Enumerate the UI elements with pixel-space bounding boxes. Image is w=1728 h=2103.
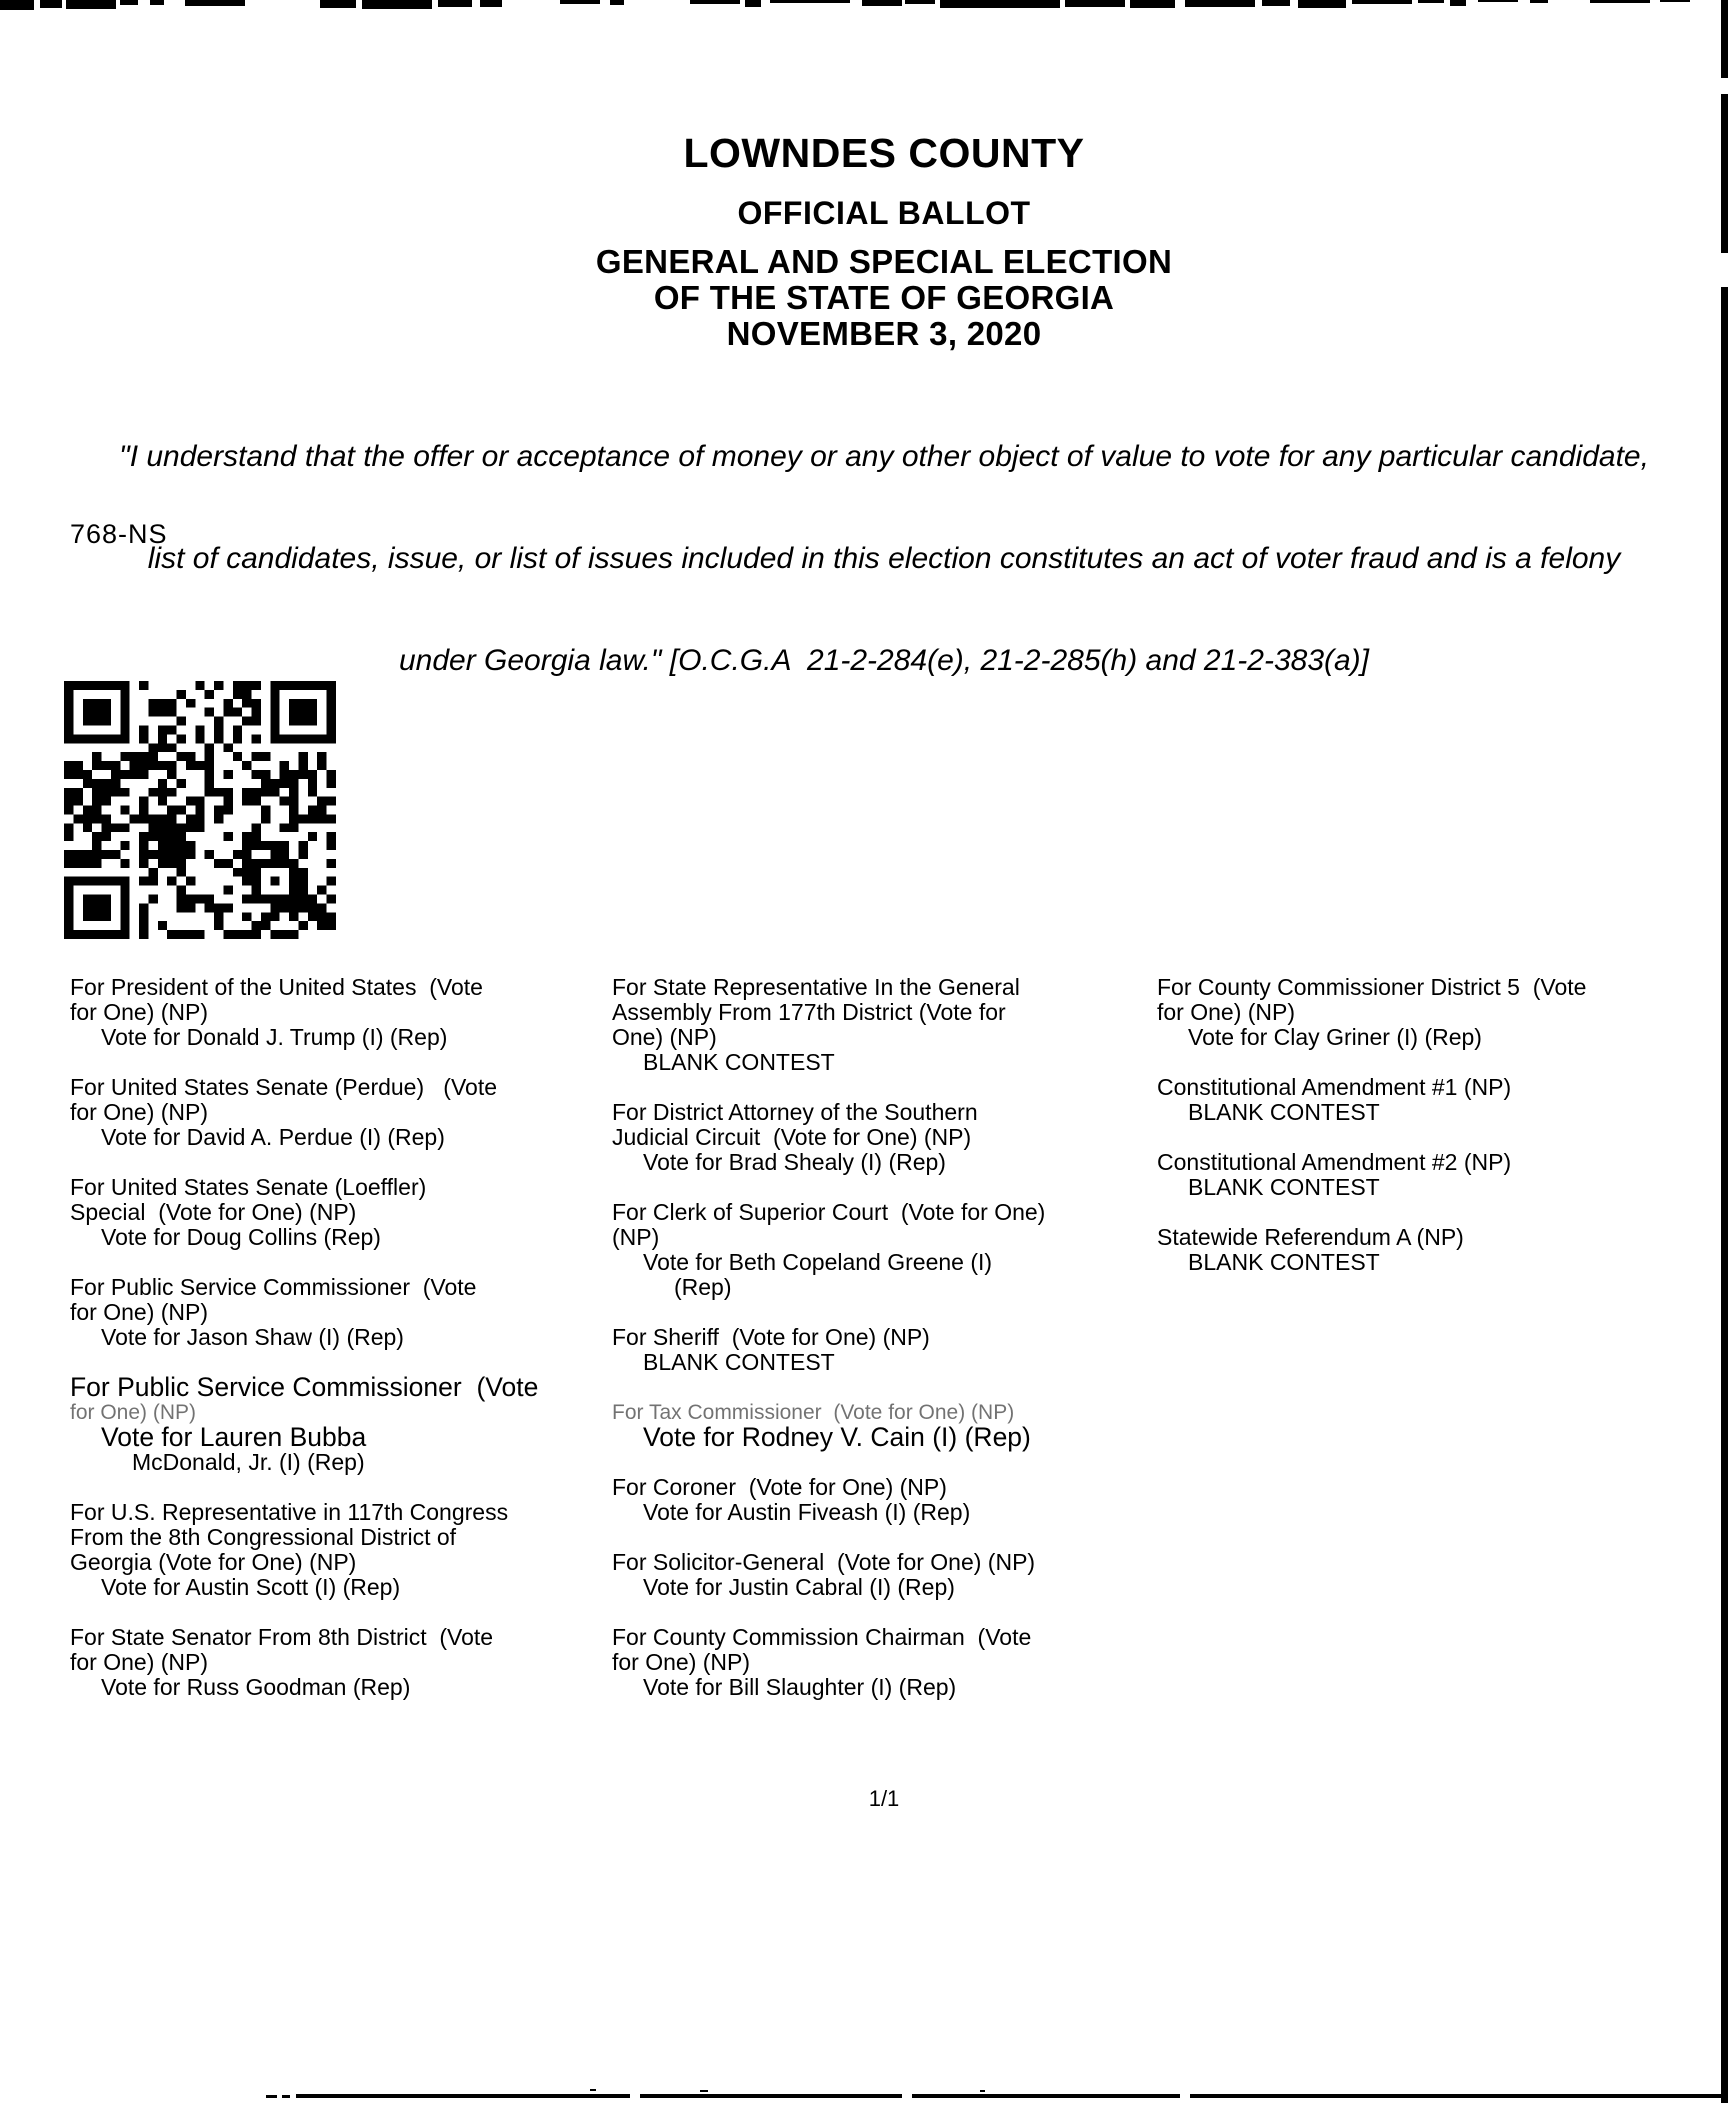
contest <box>70 1500 618 1600</box>
vote-selection: Vote for Justin Cabral (I) (Rep) <box>643 1574 955 1600</box>
contest <box>612 1100 1164 1175</box>
vote-selection: Vote for Jason Shaw (I) (Rep) <box>101 1324 404 1350</box>
contest-title-line: Judicial Circuit (Vote for One) (NP) <box>612 1124 972 1150</box>
county-title: LOWNDES COUNTY <box>683 130 1085 176</box>
blank-contest-label: BLANK CONTEST <box>643 1049 835 1075</box>
scan-artifact-top-segment <box>40 0 62 8</box>
contest-title-line: for One) (NP) <box>70 1099 209 1125</box>
election-line: NOVEMBER 3, 2020 <box>726 315 1042 352</box>
scan-artifact-top-segment <box>0 0 34 10</box>
scan-artifact-bottom-segment <box>266 2095 277 2098</box>
contest-title-line: For County Commission Chairman (Vote <box>612 1624 1032 1650</box>
ballot-column-1 <box>70 975 618 1725</box>
scan-artifact-bottom-segment <box>912 2094 1180 2098</box>
contest-title-line: For Sheriff (Vote for One) (NP) <box>612 1324 930 1350</box>
scan-artifact-top-segment <box>1450 0 1466 6</box>
contest <box>70 1175 618 1250</box>
scan-artifact-top-segment <box>1130 0 1175 8</box>
contest-title-line: for One) (NP) <box>70 1649 209 1675</box>
contest-title-line: For Public Service Commissioner (Vote <box>70 1274 477 1300</box>
vote-selection: Vote for Russ Goodman (Rep) <box>101 1674 411 1700</box>
contest <box>612 975 1164 1075</box>
scan-artifact-top-segment <box>1590 0 1650 3</box>
vote-selection: Vote for Doug Collins (Rep) <box>101 1224 381 1250</box>
contest-title-line: For President of the United States (Vote <box>70 974 483 1000</box>
contest-title-line: For State Representative In the General <box>612 974 1020 1000</box>
vote-selection: (Rep) <box>674 1274 732 1300</box>
fraud-disclaimer-line: list of candidates, issue, or list of issues included in this election constitutes an act of voter fraud and is a felony <box>147 542 1621 575</box>
contest-title-line: For State Senator From 8th District (Vote <box>70 1624 494 1650</box>
contest-title-line: for One) (NP) <box>70 999 209 1025</box>
blank-contest-label: BLANK CONTEST <box>643 1349 835 1375</box>
scan-artifact-top-segment <box>610 0 624 5</box>
contest-title-line: From the 8th Congressional District of <box>70 1524 457 1550</box>
scan-artifact-top-segment <box>362 0 432 9</box>
contest <box>1157 975 1728 1050</box>
page-number: 1/1 <box>868 1786 900 1811</box>
scan-artifact-top-segment <box>905 0 935 4</box>
contest-title-line: For U.S. Representative in 117th Congress <box>70 1499 509 1525</box>
contest-title-line: For Tax Commissioner (Vote for One) (NP) <box>612 1401 1015 1424</box>
scan-artifact-top-segment <box>1065 0 1125 7</box>
scan-artifact-top-segment <box>1478 0 1518 2</box>
scan-artifact-top-segment <box>745 0 761 7</box>
vote-selection: McDonald, Jr. (I) (Rep) <box>132 1449 365 1475</box>
contest-title-line: Assembly From 177th District (Vote for <box>612 999 1006 1025</box>
contest <box>70 1372 618 1475</box>
contest-title-line: For Coroner (Vote for One) (NP) <box>612 1474 947 1500</box>
scan-artifact-top-segment <box>1660 0 1690 2</box>
fraud-disclaimer-line: under Georgia law." [O.C.G.A 21-2-284(e), 21-2-285(h) and 21-2-383(a)] <box>398 644 1370 677</box>
contest-title-line: For District Attorney of the Southern <box>612 1099 978 1125</box>
ballot-column-3 <box>1157 975 1728 1300</box>
scan-artifact-bottom-segment <box>700 2090 708 2092</box>
blank-contest-label: BLANK CONTEST <box>1188 1174 1380 1200</box>
scan-artifact-bottom-segment <box>590 2089 596 2091</box>
contest-title-line: for One) (NP) <box>70 1299 209 1325</box>
vote-selection: Vote for Beth Copeland Greene (I) <box>643 1249 993 1275</box>
election-line: GENERAL AND SPECIAL ELECTION <box>595 243 1173 280</box>
election-line: OF THE STATE OF GEORGIA <box>653 279 1115 316</box>
scan-artifact-bottom-segment <box>1190 2094 1728 2098</box>
contest <box>612 1625 1164 1700</box>
contest-title-line: For Solicitor-General (Vote for One) (NP) <box>612 1549 1036 1575</box>
scan-artifact-top-segment <box>690 0 740 4</box>
contest-title-line: For Clerk of Superior Court (Vote for One) <box>612 1199 1046 1225</box>
contest <box>70 1275 618 1350</box>
blank-contest-label: BLANK CONTEST <box>1188 1249 1380 1275</box>
contest-title-line: (NP) <box>612 1224 660 1250</box>
scan-artifact-top-segment <box>1185 0 1255 7</box>
contest-title-line: For United States Senate (Perdue) (Vote <box>70 1074 498 1100</box>
scan-artifact-top-segment <box>560 0 600 4</box>
scan-artifact-bottom-segment <box>296 2094 630 2098</box>
scan-artifact-top-segment <box>1418 0 1444 3</box>
contest-title-line: for One) (NP) <box>70 1401 197 1424</box>
contest-title-line: for One) (NP) <box>1157 999 1296 1025</box>
ballot-style-code: 768-NS <box>70 519 168 549</box>
contest <box>1157 1225 1728 1275</box>
scan-artifact-top-segment <box>1298 0 1346 8</box>
scan-artifact-top-segment <box>1530 0 1548 3</box>
scan-artifact-top-segment <box>66 0 116 9</box>
qr-code-icon <box>64 681 336 939</box>
ballot-title: OFFICIAL BALLOT <box>737 195 1031 231</box>
contest-title-line: For Public Service Commissioner (Vote <box>70 1372 539 1402</box>
fraud-disclaimer-line: "I understand that the offer or acceptance of money or any other object of value to vote for any particular candidate, <box>119 440 1649 473</box>
contest-title-line: Statewide Referendum A (NP) <box>1157 1224 1464 1250</box>
vote-selection: Vote for Austin Scott (I) (Rep) <box>101 1574 401 1600</box>
contest <box>612 1200 1164 1300</box>
scan-artifact-top-segment <box>940 0 1060 8</box>
vote-selection: Vote for David A. Perdue (I) (Rep) <box>101 1124 445 1150</box>
contest-title-line: For County Commissioner District 5 (Vote <box>1157 974 1587 1000</box>
contest <box>612 1550 1164 1600</box>
scan-artifact-top-segment <box>185 0 245 6</box>
contest <box>612 1475 1164 1525</box>
scan-artifact-top-segment <box>150 0 164 5</box>
blank-contest-label: BLANK CONTEST <box>1188 1099 1380 1125</box>
scan-artifact-right-edge <box>1721 0 1728 2103</box>
scan-artifact-top-segment <box>120 0 138 5</box>
scan-artifact-top-segment <box>438 0 472 7</box>
scan-artifact-top-segment <box>770 0 850 3</box>
election-title <box>0 244 1728 352</box>
contest-title-line: For United States Senate (Loeffler) <box>70 1174 427 1200</box>
contest-title-line: Constitutional Amendment #2 (NP) <box>1157 1149 1512 1175</box>
contest-title-line: One) (NP) <box>612 1024 717 1050</box>
vote-selection: Vote for Bill Slaughter (I) (Rep) <box>643 1674 957 1700</box>
contest-title-line: Special (Vote for One) (NP) <box>70 1199 357 1225</box>
scan-artifact-top-segment <box>862 0 902 6</box>
contest <box>612 1325 1164 1375</box>
scan-artifact-bottom-segment <box>640 2094 902 2098</box>
vote-selection: Vote for Rodney V. Cain (I) (Rep) <box>643 1422 1031 1452</box>
contest <box>1157 1075 1728 1125</box>
scan-artifact-top-segment <box>1262 0 1290 6</box>
contest-title-line: Georgia (Vote for One) (NP) <box>70 1549 357 1575</box>
contest-title-line: Constitutional Amendment #1 (NP) <box>1157 1074 1512 1100</box>
contest <box>70 1625 618 1700</box>
vote-selection: Vote for Clay Griner (I) (Rep) <box>1188 1024 1482 1050</box>
contest <box>70 1075 618 1150</box>
contest <box>70 975 618 1050</box>
scan-artifact-bottom-segment <box>980 2090 985 2092</box>
vote-selection: Vote for Donald J. Trump (I) (Rep) <box>101 1024 448 1050</box>
scan-artifact-top-segment <box>320 0 356 8</box>
vote-selection: Vote for Brad Shealy (I) (Rep) <box>643 1149 946 1175</box>
scan-artifact-bottom-segment <box>282 2095 290 2098</box>
ballot-column-2 <box>612 975 1164 1725</box>
contest <box>1157 1150 1728 1200</box>
scan-artifact-top-segment <box>1352 0 1412 4</box>
vote-selection: Vote for Lauren Bubba <box>101 1422 367 1452</box>
scan-artifact-top-segment <box>480 0 502 7</box>
vote-selection: Vote for Austin Fiveash (I) (Rep) <box>643 1499 971 1525</box>
contest-title-line: for One) (NP) <box>612 1649 751 1675</box>
contest <box>612 1400 1164 1450</box>
